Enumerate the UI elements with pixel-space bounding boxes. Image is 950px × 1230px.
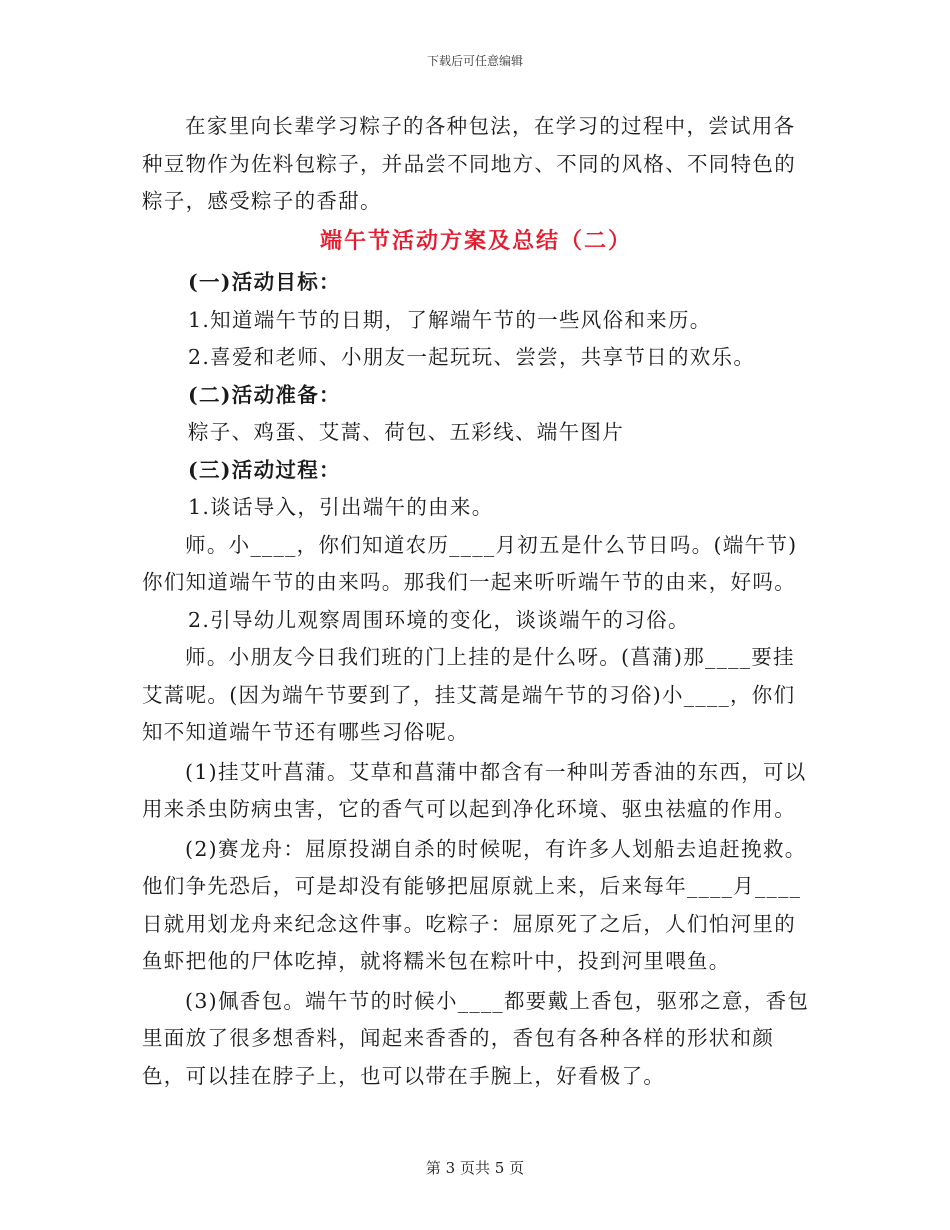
process-step-1-body: 师。小____，你们知道农历____月初五是什么节日吗。(端午节)你们知道端午节的由来吗。那我们一起来听听端午节的由来，好吗。 <box>142 532 798 594</box>
section-title: 端午节活动方案及总结（二） <box>319 227 632 254</box>
heading-process: (三)活动过程： <box>188 457 341 482</box>
custom-item-3: (3)佩香包。端午节的时候小____都要戴上香包，驱邪之意，香包里面放了很多想香料，闻起来香香的，香包有各种各样的形状和颜色，可以挂在脖子上，也可以带在手腕上，好看极了。 <box>142 988 810 1088</box>
process-step-2-body: 师。小朋友今日我们班的门上挂的是什么呀。(菖蒲)那____要挂艾蒿呢。(因为端午节要到了，挂艾蒿是端午节的习俗)小____，你们知不知道端午节还有哪些习俗呢。 <box>142 645 796 744</box>
page-header: 下载后可任意编辑 <box>426 54 523 68</box>
custom-item-1: (1)挂艾叶菖蒲。艾草和菖蒲中都含有一种叫芳香油的东西，可以用来杀虫防病虫害，它的香气可以起到净化环境、驱虫祛瘟的作用。 <box>142 759 807 821</box>
document-body <box>142 108 810 1095</box>
goal-item-1: 1.知道端午节的日期，了解端午节的一些风俗和来历。 <box>188 307 712 332</box>
process-step-1: 1.谈话导入，引出端午的由来。 <box>188 495 494 519</box>
goal-item-2: 2.喜爱和老师、小朋友一起玩玩、尝尝，共享节日的欢乐。 <box>188 345 756 369</box>
preparation-list: 粽子、鸡蛋、艾蒿、荷包、五彩线、端午图片 <box>188 420 624 444</box>
custom-item-2: (2)赛龙舟：屈原投湖自杀的时候呢，有许多人划船去追赶挽救。他们争先恐后，可是却没有能够把屈原就上来，后来每年____月____日就用划龙舟来纪念这件事。吃粽子：屈原死了之后，人们怕河里的鱼虾把他的尸体吃掉，就将糯米包在粽叶中，投到河里喂鱼。 <box>142 836 807 973</box>
process-step-2: 2.引导幼儿观察周围环境的变化，谈谈端午的习俗。 <box>188 607 690 632</box>
page-footer: 第 3 页共 5 页 <box>425 1159 525 1177</box>
heading-goals: (一)活动目标： <box>188 270 341 294</box>
heading-preparation: (二)活动准备： <box>188 382 341 407</box>
intro-paragraph: 在家里向长辈学习粽子的各种包法，在学习的过程中，尝试用各种豆物作为佐料包粽子，并品尝不同地方、不同的风格、不同特色的粽子，感受粽子的香甜。 <box>142 114 796 213</box>
